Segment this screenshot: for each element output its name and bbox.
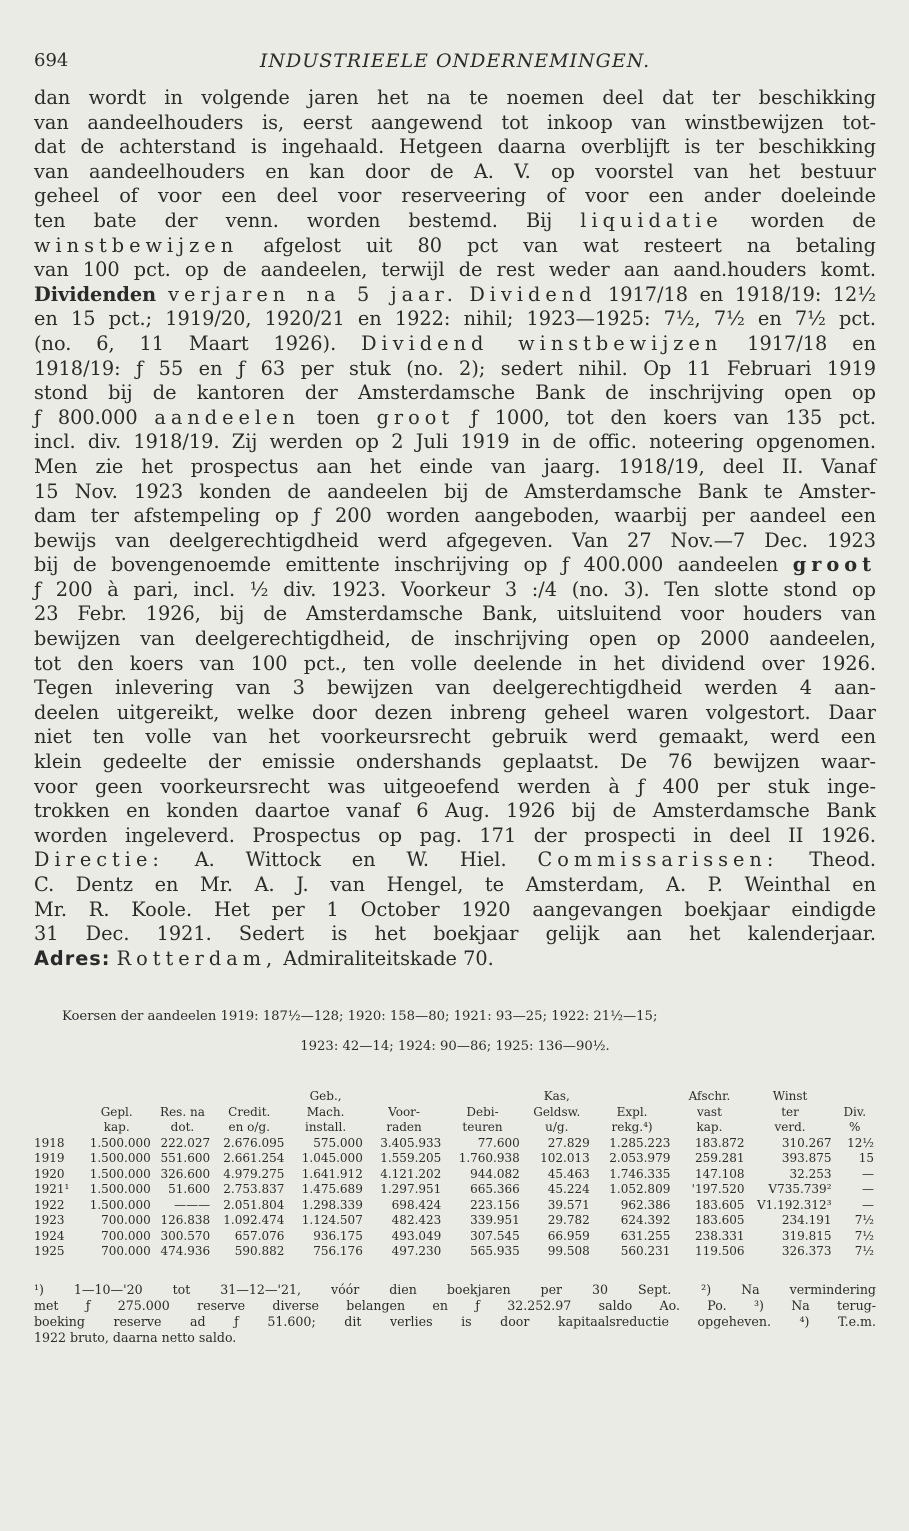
table-cell: 29.782 — [547, 1213, 590, 1228]
text-line — [34, 184, 876, 209]
table-cell: 1.092.474 — [223, 1213, 285, 1228]
column-header — [34, 1089, 81, 1105]
table-header — [34, 1089, 876, 1136]
footnote-line: 1922 bruto, daarna netto saldo. — [34, 1329, 237, 1345]
table-cell: 222.027 — [160, 1135, 211, 1150]
text-line — [34, 652, 876, 677]
column-header — [81, 1089, 153, 1105]
koersen-line: 1923: 42—14; 1924: 90—86; 1925: 136—90½. — [300, 1039, 610, 1055]
column-header: Geb., — [309, 1089, 342, 1104]
text-line — [34, 725, 876, 750]
column-header: Credit. — [228, 1104, 271, 1119]
text-line — [34, 578, 876, 603]
table-cell: 1.124.507 — [301, 1213, 363, 1228]
table-cell: 2.753.837 — [223, 1182, 285, 1197]
body-text — [34, 86, 876, 971]
table-cell: 1.746.335 — [609, 1166, 671, 1181]
table-cell: 493.049 — [391, 1228, 442, 1243]
text-segment — [458, 283, 469, 306]
table-cell: 4.121.202 — [380, 1166, 442, 1181]
text-segment: liquidatie — [580, 208, 723, 232]
table-cell: 624.392 — [620, 1213, 671, 1228]
table-cell: 77.600 — [477, 1135, 520, 1150]
text-segment: (no. 6, 11 Maart 1926). — [34, 331, 362, 355]
table-row — [34, 1167, 876, 1183]
footnotes — [34, 1282, 876, 1346]
table-row — [34, 1229, 876, 1245]
table-cell: 560.231 — [620, 1244, 671, 1259]
text-segment: Adres: — [34, 946, 111, 970]
page-number: 694 — [34, 50, 69, 71]
table-cell: 2.053.979 — [609, 1151, 671, 1166]
text-segment: verjaren na 5 jaar. — [168, 282, 458, 306]
footnote-line: boeking reserve ad ƒ 51.600; dit verlies is door kapitaalsreductie opgeheven. ⁴) T.e.m. — [34, 1313, 876, 1329]
table-cell: 1.500.000 — [89, 1197, 151, 1212]
text-segment: groot — [792, 553, 876, 577]
row-year: 1922 — [34, 1197, 65, 1212]
table-body — [34, 1136, 876, 1260]
text-segment: Men zie het prospectus aan het einde van jaarg. 1918/19, deel II. Vanaf — [34, 454, 876, 478]
table-cell: 119.506 — [694, 1244, 745, 1259]
column-header: Gepl. — [100, 1104, 133, 1119]
column-header: Debi- — [466, 1104, 499, 1119]
footnote-line: ¹) 1—10—'20 tot 31—12—'21, vóór dien boekjaren per 30 Sept. ²) Na vermindering — [34, 1281, 876, 1297]
table-cell: 700.000 — [101, 1228, 151, 1243]
table-cell: 2.676.095 — [223, 1135, 285, 1150]
row-year: 1920 — [34, 1166, 65, 1181]
table-cell: 326.600 — [160, 1166, 211, 1181]
table-cell: 39.571 — [547, 1197, 590, 1212]
column-header — [443, 1089, 521, 1105]
column-header: % — [849, 1120, 861, 1135]
row-year: 1923 — [34, 1213, 65, 1228]
text-segment: worden de — [722, 208, 876, 232]
row-year: 1925 — [34, 1244, 65, 1259]
column-header: ter — [781, 1104, 799, 1119]
text-segment: bewijzen van deelgerechtigdheid, de inschrijving open op 2000 aandeelen, — [34, 627, 876, 651]
row-year: 1918 — [34, 1135, 65, 1150]
column-header: kap. — [696, 1120, 723, 1135]
text-line — [34, 947, 876, 972]
text-line — [34, 529, 876, 554]
table-cell: 7½ — [854, 1213, 874, 1228]
text-segment: en 15 pct.; 1919/20, 1920/21 en 1922: nihil; 1923—1925: 7½, 7½ en 7½ pct. — [34, 307, 876, 331]
table-row — [34, 1136, 876, 1152]
table-cell: ——— — [174, 1197, 211, 1212]
text-segment: klein gedeelte der emissie ondershands geplaatst. De 76 bewijzen waar- — [34, 750, 876, 774]
text-segment: voor geen voorkeursrecht was uitgeoefend werden à ƒ 400 per stuk inge- — [34, 774, 876, 798]
text-segment: van 100 pct. op de aandeelen, terwijl de rest weder aan aand.houders komt. — [34, 258, 876, 282]
text-segment: Mr. R. Koole. Het per 1 October 1920 aangevangen boekjaar eindigde — [34, 897, 876, 921]
text-segment: groot — [376, 405, 455, 429]
table-cell: 962.386 — [620, 1197, 671, 1212]
text-line — [34, 627, 876, 652]
text-segment: aandeelen — [154, 405, 300, 429]
text-line — [34, 234, 876, 259]
table-cell: 1.500.000 — [89, 1135, 151, 1150]
table-cell: 7½ — [854, 1228, 874, 1243]
column-header: Res. na — [160, 1104, 205, 1119]
text-segment: 1917/18 en — [722, 331, 876, 355]
table-cell: 183.872 — [694, 1135, 745, 1150]
table-cell: 575.000 — [313, 1135, 363, 1150]
text-line — [34, 799, 876, 824]
table-row — [34, 1213, 876, 1229]
column-header — [34, 1120, 81, 1136]
text-segment: ƒ 800.000 — [34, 405, 155, 429]
table-cell: 2.661.254 — [223, 1151, 285, 1166]
table-cell: — — [862, 1197, 874, 1212]
text-line — [34, 258, 876, 283]
table-cell: 234.191 — [781, 1213, 832, 1228]
column-header — [834, 1089, 876, 1105]
table-cell: 3.405.933 — [380, 1135, 442, 1150]
table-cell: 1.559.205 — [380, 1151, 442, 1166]
text-line — [34, 848, 876, 873]
text-segment: Admiraliteitskade 70. — [277, 946, 494, 970]
text-segment: Rotterdam, — [116, 946, 278, 970]
text-line — [34, 480, 876, 505]
text-line — [34, 775, 876, 800]
text-line — [34, 406, 876, 431]
table-cell: 32.253 — [789, 1166, 832, 1181]
table-cell: 393.875 — [781, 1151, 832, 1166]
row-year: 1921¹ — [34, 1182, 70, 1197]
table-cell: 1.285.223 — [609, 1135, 671, 1150]
text-line — [34, 553, 876, 578]
text-segment: deelen uitgereikt, welke door dezen inbreng geheel waren volgestort. Daar — [34, 700, 876, 724]
column-header: install. — [304, 1120, 347, 1135]
text-line — [34, 455, 876, 480]
text-segment: Dividend — [469, 282, 597, 306]
text-segment: dat de achterstand is ingehaald. Hetgeen daarna overblijft is ter beschikking — [34, 135, 876, 159]
column-header: u/g. — [545, 1120, 569, 1135]
table-cell: 300.570 — [160, 1228, 211, 1243]
text-segment: 23 Febr. 1926, bij de Amsterdamsche Bank, uitsluitend voor houders van — [34, 602, 876, 626]
text-line — [34, 430, 876, 455]
text-line — [34, 307, 876, 332]
table-cell: 700.000 — [101, 1244, 151, 1259]
column-header: Winst — [772, 1089, 808, 1104]
text-line — [34, 381, 876, 406]
table-cell: 551.600 — [160, 1151, 211, 1166]
text-segment: bij de bovengenoemde emittente inschrijving op ƒ 400.000 aandeelen — [34, 553, 793, 577]
table-cell: — — [862, 1182, 874, 1197]
table-cell: 1.641.912 — [301, 1166, 363, 1181]
page-header — [34, 50, 876, 86]
table-cell: 307.545 — [470, 1228, 520, 1243]
text-segment: geheel of voor een deel voor reserveering of voor een ander doeleinde — [34, 184, 876, 208]
text-line — [34, 86, 876, 111]
column-header: Kas, — [543, 1089, 570, 1104]
text-segment: winstbewijzen — [34, 233, 239, 257]
text-segment: stond bij de kantoren der Amsterdamsche Bank de inschrijving open op — [34, 381, 876, 405]
table-cell: 756.176 — [313, 1244, 363, 1259]
column-header — [592, 1089, 673, 1105]
text-line — [34, 824, 876, 849]
text-segment: dan wordt in volgende jaren het na te noemen deel dat ter beschikking — [34, 86, 876, 109]
column-header: Div. — [843, 1104, 867, 1119]
column-header: en o/g. — [228, 1120, 270, 1135]
text-segment: C. Dentz en Mr. A. J. van Hengel, te Amsterdam, A. P. Weinthal en — [34, 873, 876, 896]
table-cell: 310.267 — [781, 1135, 832, 1150]
row-year: 1919 — [34, 1151, 65, 1166]
table-cell: 51.600 — [168, 1182, 211, 1197]
table-cell: 944.082 — [470, 1166, 520, 1181]
table-cell: 482.423 — [391, 1213, 442, 1228]
header-row — [34, 1120, 876, 1136]
text-segment: 15 Nov. 1923 konden de aandeelen bij de Amsterdamsche Bank te Amster- — [34, 479, 876, 503]
table-cell: 99.508 — [547, 1244, 590, 1259]
text-segment: Dividend winstbewijzen — [361, 331, 723, 355]
table-cell: 223.156 — [470, 1197, 520, 1212]
row-year: 1924 — [34, 1228, 65, 1243]
table-cell: 700.000 — [101, 1213, 151, 1228]
table-cell: 565.935 — [470, 1244, 520, 1259]
column-header: Expl. — [616, 1104, 648, 1119]
table-cell: 474.936 — [160, 1244, 211, 1259]
text-line — [34, 750, 876, 775]
table-cell: 1.500.000 — [89, 1166, 151, 1181]
document-page — [34, 50, 876, 1346]
text-line — [34, 922, 876, 947]
table-cell: 147.108 — [694, 1166, 745, 1181]
text-segment: niet ten volle van het voorkeursrecht gebruik werd gemaakt, werd een — [34, 725, 876, 749]
column-header: Voor- — [388, 1104, 420, 1119]
text-segment: ƒ 200 à pari, incl. ½ div. 1923. Voorkeur 3 :/4 (no. 3). Ten slotte stond op — [34, 577, 876, 601]
column-header: Geldsw. — [533, 1104, 581, 1119]
table-cell: 326.373 — [781, 1244, 832, 1259]
text-line — [34, 332, 876, 357]
column-header: kap. — [103, 1120, 130, 1135]
koersen-block — [34, 1005, 876, 1059]
column-header: dot. — [170, 1120, 195, 1135]
table-cell: 936.175 — [313, 1228, 363, 1243]
text-line — [34, 898, 876, 923]
table-cell: 2.051.804 — [223, 1197, 285, 1212]
table-row — [34, 1244, 876, 1260]
column-header — [34, 1105, 81, 1121]
table-cell: 1.500.000 — [89, 1151, 151, 1166]
table-cell: 698.424 — [391, 1197, 442, 1212]
text-segment: 1917/18 en 1918/19: 12½ — [596, 282, 877, 306]
financial-table — [34, 1089, 876, 1260]
column-header — [153, 1089, 212, 1105]
table-cell: V1.192.312³ — [756, 1197, 832, 1212]
text-segment: afgelost uit 80 pct van wat resteert na betaling — [238, 233, 876, 257]
column-header: verd. — [774, 1120, 806, 1135]
text-segment: tot den koers van 100 pct., ten volle deelende in het dividend over 1926. — [34, 651, 876, 675]
table-cell: 1.045.000 — [301, 1151, 363, 1166]
text-segment: incl. div. 1918/19. Zij werden op 2 Juli 1919 in de offic. noteering opgenomen. — [34, 430, 876, 454]
text-segment: Tegen inlevering van 3 bewijzen van deelgerechtigdheid werden 4 aan- — [34, 676, 876, 700]
column-header — [212, 1089, 286, 1105]
text-segment: toen — [299, 405, 377, 429]
text-segment: Dividenden — [34, 282, 169, 306]
text-segment: Commissarissen: — [537, 848, 779, 872]
text-line — [34, 160, 876, 185]
text-segment: A. Wittock en W. Hiel. — [163, 848, 538, 872]
table-cell: V735.739² — [768, 1182, 832, 1197]
column-header: vast — [696, 1104, 722, 1119]
table-cell: 631.255 — [620, 1228, 671, 1243]
table-cell: 497.230 — [391, 1244, 442, 1259]
table-cell: — — [862, 1166, 874, 1181]
text-segment: 31 Dec. 1921. Sedert is het boekjaar gelijk aan het kalenderjaar. — [34, 922, 876, 946]
table-cell: 45.224 — [547, 1182, 590, 1197]
text-segment: dam ter afstempeling op ƒ 200 worden aangeboden, waarbij per aandeel een — [34, 504, 876, 528]
table-cell: 4.979.275 — [223, 1166, 285, 1181]
text-line — [34, 504, 876, 529]
table-cell: 1.475.689 — [301, 1182, 363, 1197]
running-title: INDUSTRIEELE ONDERNEMINGEN. — [259, 50, 651, 72]
table-cell: 1.298.339 — [301, 1197, 363, 1212]
table-row — [34, 1182, 876, 1198]
table-cell: 1.760.938 — [458, 1151, 520, 1166]
table-cell: 15 — [858, 1151, 874, 1166]
text-line — [34, 701, 876, 726]
text-segment: van aandeelhouders en kan door de A. V. op voorstel van het bestuur — [34, 159, 876, 183]
footnote-line: met ƒ 275.000 reserve diverse belangen en ƒ 32.252.97 saldo Ao. Po. ³) Na terug- — [34, 1297, 876, 1313]
table-cell: 126.838 — [160, 1213, 211, 1228]
column-header: Mach. — [306, 1104, 345, 1119]
table-row — [34, 1198, 876, 1214]
text-segment: 1918/19: ƒ 55 en ƒ 63 per stuk (no. 2); sedert nihil. Op 11 Februari 1919 — [34, 356, 876, 380]
table-row — [34, 1151, 876, 1167]
table-cell: 7½ — [854, 1244, 874, 1259]
table-cell: 66.959 — [547, 1228, 590, 1243]
text-segment: Directie: — [34, 848, 164, 872]
table-cell: 238.331 — [694, 1228, 745, 1243]
table-cell: 183.605 — [694, 1197, 745, 1212]
text-line — [34, 283, 876, 308]
table-cell: 1.052.809 — [609, 1182, 671, 1197]
table-cell: 657.076 — [234, 1228, 285, 1243]
table-cell: 339.951 — [470, 1213, 520, 1228]
table-cell: 1.297.951 — [380, 1182, 442, 1197]
text-line — [34, 135, 876, 160]
column-header — [365, 1089, 443, 1105]
text-line — [34, 209, 876, 234]
text-segment: van aandeelhouders is, eerst aangewend tot inkoop van winstbewijzen tot- — [34, 110, 876, 134]
table-cell: 12½ — [847, 1135, 874, 1150]
text-segment: worden ingeleverd. Prospectus op pag. 171 der prospecti in deel II 1926. — [34, 823, 876, 847]
column-header: teuren — [462, 1120, 503, 1135]
text-segment: trokken en konden daartoe vanaf 6 Aug. 1926 bij de Amsterdamsche Bank — [34, 799, 876, 823]
table-cell: 102.013 — [540, 1151, 590, 1166]
text-segment: bewijs van deelgerechtigdheid werd afgegeven. Van 27 Nov.—7 Dec. 1923 — [34, 528, 876, 552]
table-cell: '197.520 — [691, 1182, 745, 1197]
table-cell: 259.281 — [694, 1151, 745, 1166]
header-row — [34, 1089, 876, 1105]
table-cell: 45.463 — [547, 1166, 590, 1181]
text-segment: Theod. — [778, 848, 876, 872]
text-line — [34, 602, 876, 627]
koersen-line: Koersen der aandeelen 1919: 187½—128; 1920: 158—80; 1921: 93—25; 1922: 21½—15; — [62, 1009, 658, 1025]
table-cell: 319.815 — [781, 1228, 832, 1243]
text-line — [34, 873, 876, 898]
text-line — [34, 676, 876, 701]
header-row — [34, 1105, 876, 1121]
column-header: raden — [386, 1120, 422, 1135]
table-cell: 665.366 — [470, 1182, 520, 1197]
column-header: rekg.⁴) — [611, 1120, 653, 1135]
text-segment: ƒ 1000, tot den koers van 135 pct. — [454, 405, 876, 429]
table-cell: 1.500.000 — [89, 1182, 151, 1197]
table-cell: 590.882 — [234, 1244, 285, 1259]
table-cell: 27.829 — [547, 1135, 590, 1150]
table-cell: 183.605 — [694, 1213, 745, 1228]
text-line — [34, 111, 876, 136]
text-line — [34, 357, 876, 382]
text-segment: ten bate der venn. worden bestemd. Bij — [34, 208, 581, 232]
column-header: Afschr. — [688, 1089, 731, 1104]
